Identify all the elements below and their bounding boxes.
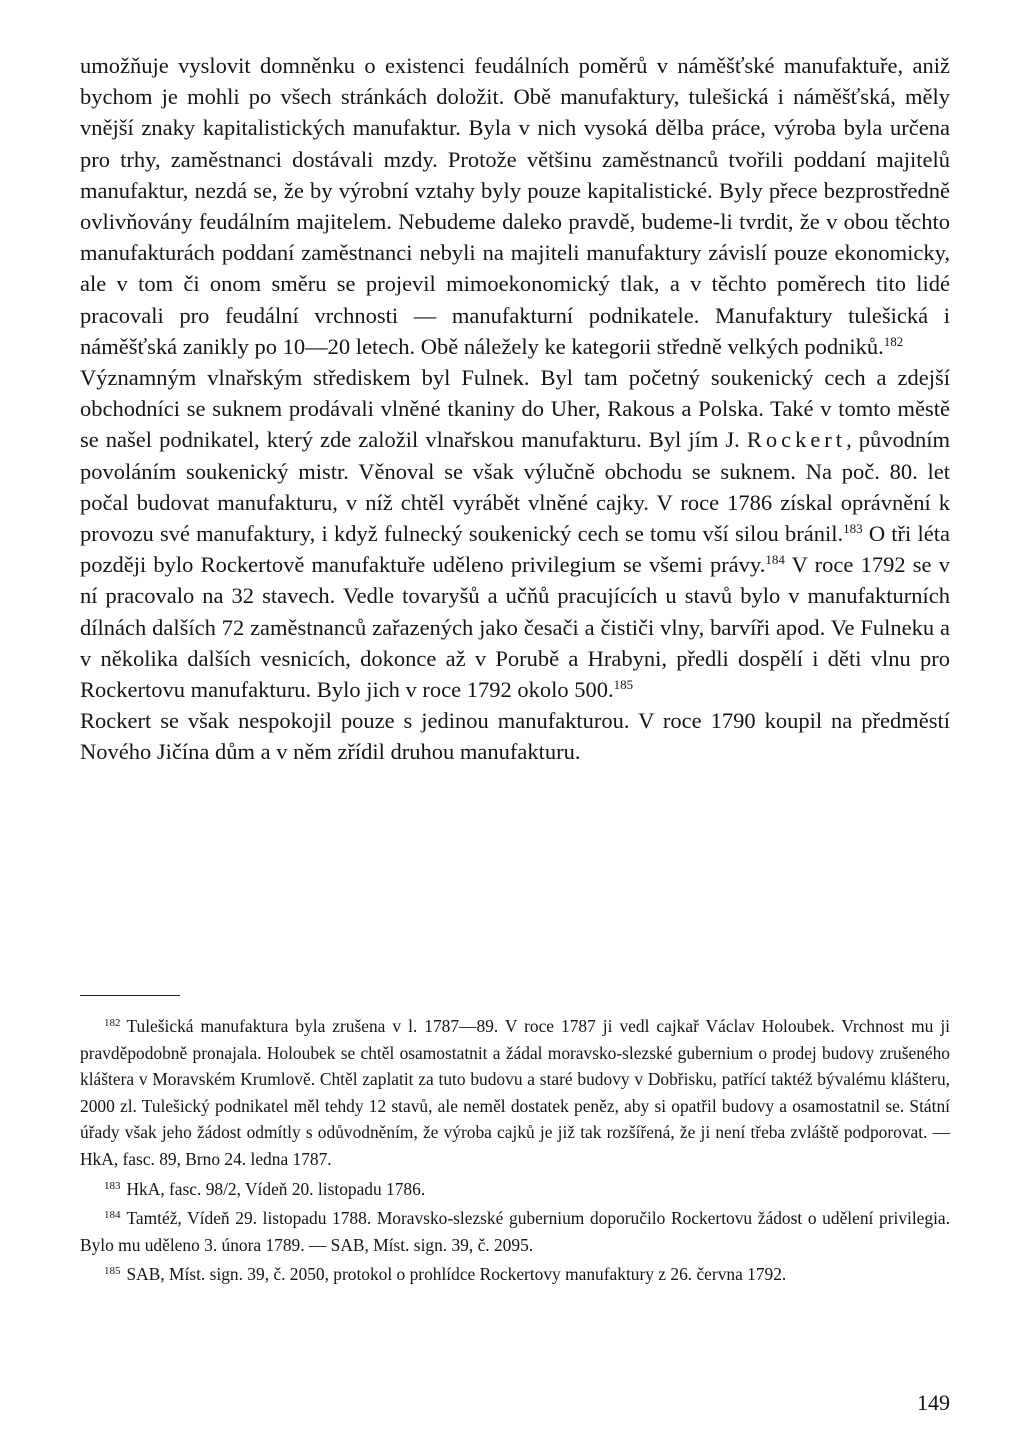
paragraph-2-text-c: O tři léta později bylo Rockertově manufaktuře uděleno privilegium se všemi právy. [80, 521, 950, 578]
paragraph-3 [80, 705, 950, 767]
footnote-number: 184 [104, 1209, 121, 1222]
footnote-182 [80, 1010, 950, 1173]
paragraph-1-text: umožňuje vyslovit domněnku o existenci feudálních poměrů v náměšťské manufaktuře, aniž bychom je mohli po všech stránkách doložit. Obě manufaktury, tulešická i náměšťská, měly vnější znaky kapitalistických manufaktur. Byla v nich vysoká dělba práce, výroba byla určena pro trhy, zaměstnanci dostávali mzdy. Protože většinu zaměstnanců tvořili poddaní majitelů manufaktur, nezdá se, že by výrobní vztahy byly pouze kapitalistické. Byly přece bezprostředně ovlivňovány feudálním majitelem. Nebudeme daleko pravdě, budeme-li tvrdit, že v obou těchto manufakturách poddaní zaměstnanci nebyli na majiteli manufaktury závislí pouze ekonomicky, ale v tom či onom směru se projevil mimoekonomický tlak, a v těchto poměrech tito lidé pracovali pro feudální vrchnosti — manufakturní podnikatele. Manufaktury tulešická i náměšťská zanikly po 10—20 letech. Obě náležely ke kategorii středně velkých podniků. [80, 53, 950, 359]
footnotes [80, 1010, 950, 1288]
footnote-185 [80, 1258, 950, 1288]
footnote-ref-182[interactable]: 182 [883, 333, 904, 349]
footnote-text: Tulešická manufaktura byla zrušena v l. 1787—89. V roce 1787 ji vedl cajkař Václav Holoubek. Vrchnost mu ji pravděpodobně pronajala. Holoubek se chtěl osamostatnit a žádal moravsko-slezské gubernium o prodej budovy zrušeného kláštera v Moravském Krumlově. Chtěl zaplatit za tuto budovu a staré budovy v Dobřisku, patřící taktéž bývalému klášteru, 2000 zl. Tulešický podnikatel měl tehdy 12 stavů, ale neměl dostatek peněz, aby si opatřil budovy a osamostatnil se. Státní úřady však jeho žádost odmítly s odůvodněním, že výroba cajků je již tak rozšířená, že ji není třeba zvláště podporovat. — HkA, fasc. 89, Brno 24. ledna 1787. [80, 1016, 950, 1169]
footnote-number: 182 [104, 1017, 121, 1029]
footnote-ref-184[interactable]: 184 [765, 552, 785, 568]
footnote-text: SAB, Míst. sign. 39, č. 2050, protokol o prohlídce Rockertovy manufaktury z 26. června 1792. [126, 1264, 787, 1285]
paragraph-2-text-a: Významným vlnařským střediskem byl Fulnek. Byl tam početný soukenický cech a zdejší obchodníci se suknem prodávali vlněné tkaniny do Uher, Rakous a Polska. Také v tomto městě se našel podnikatel, který zde založil vlnařskou manufakturu. Byl jím J. [80, 365, 950, 453]
footnote-text: Tamtéž, Vídeň 29. listopadu 1788. Moravsko-slezské gubernium doporučilo Rockertovu žádost o udělení privilegia. Bylo mu uděleno 3. února 1789. — SAB, Míst. sign. 39, č. 2095. [80, 1208, 950, 1255]
footnote-ref-183[interactable]: 183 [843, 521, 863, 537]
footnote-183 [80, 1173, 950, 1203]
footnote-184 [80, 1202, 950, 1258]
paragraph-2 [80, 362, 950, 705]
paragraph-1 [80, 50, 950, 362]
footnote-text: HkA, fasc. 98/2, Vídeň 20. listopadu 1786. [126, 1178, 426, 1199]
footnote-number: 185 [104, 1265, 121, 1278]
paragraph-2-text-d: V roce 1792 se v ní pracovalo na 32 stavech. Vedle tovaryšů a učňů pracujících u stavů bylo v manufakturních dílnách dalších 72 zaměstnanců zařazených jako česači a čističi vlny, barvíři apod. Ve Fulneku a v několika dalších vesnicích, dokonce až v Porubě a Hrabyni, předli dospělí i děti vlnu pro Rockertovu manufakturu. Bylo jich v roce 1792 okolo 500. [80, 552, 950, 703]
page-number: 149 [917, 1390, 950, 1415]
footnote-divider [80, 995, 180, 996]
paragraph-3-text: Rockert se však nespokojil pouze s jedinou manufakturou. V roce 1790 koupil na předměstí Nového Jičína dům a v něm zřídil druhou manufakturu. [80, 708, 950, 765]
main-text [80, 50, 950, 768]
person-name-rockert: Rockert [746, 427, 847, 453]
paragraph-2-text-b: , původním povoláním soukenický mistr. Věnoval se však výlučně obchodu se suknem. Na poč. 80. let počal budovat manufakturu, v níž chtěl vyrábět vlněné cajky. V roce 1786 získal oprávnění k provozu své manufaktury, i když fulnecký soukenický cech se tomu vší silou bránil. [80, 427, 950, 547]
footnote-number: 183 [104, 1179, 121, 1192]
footnote-ref-185[interactable]: 185 [613, 677, 634, 693]
